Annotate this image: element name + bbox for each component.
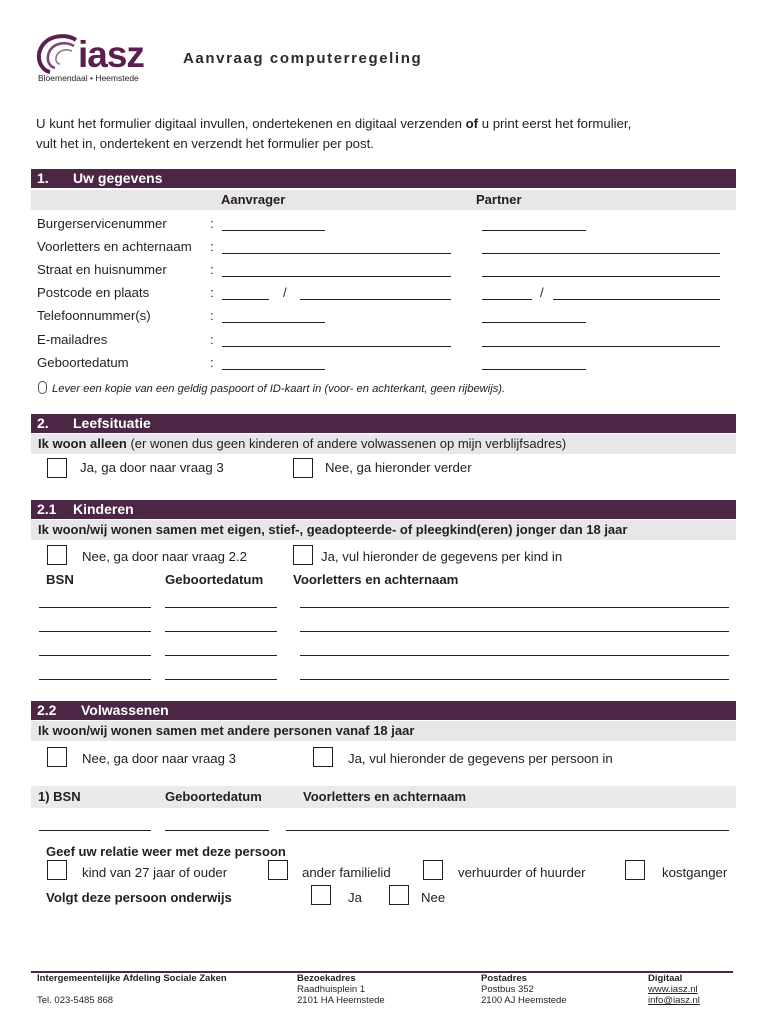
section-2-question	[31, 434, 736, 454]
field-colon: :	[210, 308, 214, 323]
checkbox-children-no[interactable]	[47, 545, 67, 565]
label-rel-lodger: kostganger	[662, 865, 728, 880]
col-name: Voorletters en achternaam	[303, 789, 467, 804]
field-label: E-mailadres	[37, 332, 108, 347]
partner-city-line[interactable]	[553, 299, 720, 300]
applicant-field-line[interactable]	[222, 230, 325, 231]
footer-visit-heading: Bezoekadres	[297, 973, 356, 984]
checkbox-alone-no[interactable]	[293, 458, 313, 478]
col-geboortedatum: Geboortedatum	[165, 789, 262, 804]
intro-part2: u print eerst het formulier,	[478, 116, 632, 131]
section-title: Uw gegevens	[73, 170, 163, 186]
checkbox-adults-yes[interactable]	[313, 747, 333, 767]
footer-post-line1: Postbus 352	[481, 984, 534, 995]
checkbox-children-yes[interactable]	[293, 545, 313, 565]
section-2-1-header	[31, 500, 736, 519]
section-title: Kinderen	[73, 501, 134, 517]
checkbox-adults-no[interactable]	[47, 747, 67, 767]
label-adults-yes: Ja, vul hieronder de gegevens per persoon in	[348, 751, 613, 766]
intro-text	[36, 114, 736, 154]
applicant-slash: /	[283, 285, 287, 300]
field-label: Burgerservicenummer	[37, 216, 167, 231]
footer-visit-line1: Raadhuisplein 1	[297, 984, 366, 995]
section-number: 2.1	[37, 501, 57, 517]
logo-subtitle: Bloemendaal • Heemstede	[38, 73, 139, 83]
intro-line2: vult het in, ondertekent en verzendt het formulier per post.	[36, 136, 374, 151]
child-bsn-line[interactable]	[39, 655, 151, 656]
section-2-1-question: Ik woon/wij wonen samen met eigen, stief-, geadopteerde- of pleegkind(eren) jonger dan 18 jaar	[31, 520, 736, 540]
label-children-no: Nee, ga door naar vraag 2.2	[82, 549, 247, 564]
section-number: 2.	[37, 415, 49, 431]
adult-name-line[interactable]	[286, 830, 729, 831]
applicant-field-line[interactable]	[222, 253, 451, 254]
checkbox-alone-yes[interactable]	[47, 458, 67, 478]
field-label: Voorletters en achternaam	[37, 239, 192, 254]
footer-visit-line2: 2101 HA Heemstede	[297, 995, 385, 1006]
id-note-text: Lever een kopie van een geldig paspoort of ID-kaart in (voor- en achterkant, geen rijbewijs).	[52, 383, 506, 395]
footer-org: Intergemeentelijke Afdeling Sociale Zaken	[37, 973, 227, 984]
partner-field-line[interactable]	[482, 253, 720, 254]
field-colon: :	[210, 216, 214, 231]
label-rel-family: ander familielid	[302, 865, 391, 880]
child-name-line[interactable]	[300, 607, 729, 608]
logo-wordmark: iasz	[78, 34, 144, 75]
label-edu-no: Nee	[421, 890, 446, 905]
field-label: Postcode en plaats	[37, 285, 150, 300]
col-name: Voorletters en achternaam	[293, 572, 459, 587]
applicant-field-line[interactable]	[222, 369, 325, 370]
partner-field-line[interactable]	[482, 276, 720, 277]
field-label: Geboortedatum	[37, 355, 129, 370]
footer-tel: Tel. 023-5485 868	[37, 995, 114, 1006]
checkbox-rel-family[interactable]	[268, 860, 288, 880]
label-children-yes: Ja, vul hieronder de gegevens per kind in	[321, 549, 563, 564]
checkbox-rel-lodger[interactable]	[625, 860, 645, 880]
child-bsn-line[interactable]	[39, 607, 151, 608]
label-alone-no: Nee, ga hieronder verder	[325, 460, 472, 475]
col-partner: Partner	[476, 192, 522, 207]
label-edu-yes: Ja	[348, 890, 362, 905]
relation-question: Geef uw relatie weer met deze persoon	[46, 844, 286, 859]
child-dob-line[interactable]	[165, 631, 277, 632]
checkbox-edu-no[interactable]	[389, 885, 409, 905]
partner-slash: /	[540, 285, 544, 300]
logo-swoosh-icon	[36, 34, 80, 74]
checkbox-rel-child[interactable]	[47, 860, 67, 880]
section-number: 1.	[37, 170, 49, 186]
question-rest: (er wonen dus geen kinderen of andere volwassenen op mijn verblijfsadres)	[126, 436, 567, 451]
field-colon: :	[210, 355, 214, 370]
label-rel-landlord: verhuurder of huurder	[458, 865, 586, 880]
child-bsn-line[interactable]	[39, 631, 151, 632]
field-label: Straat en huisnummer	[37, 262, 167, 277]
child-dob-line[interactable]	[165, 607, 277, 608]
child-name-line[interactable]	[300, 679, 729, 680]
partner-field-line[interactable]	[482, 230, 586, 231]
field-label: Telefoonnummer(s)	[37, 308, 151, 323]
iasz-logo	[36, 34, 166, 86]
partner-field-line[interactable]	[482, 369, 586, 370]
id-note	[38, 381, 505, 395]
label-adults-no: Nee, ga door naar vraag 3	[82, 751, 236, 766]
page-title: Aanvraag computerregeling	[183, 50, 423, 67]
footer-post-heading: Postadres	[481, 973, 527, 984]
section-2-2-header	[31, 701, 736, 720]
section-title: Volwassenen	[81, 702, 169, 718]
intro-part1: U kunt het formulier digitaal invullen, ondertekenen en digitaal verzenden	[36, 116, 466, 131]
applicant-city-line[interactable]	[300, 299, 451, 300]
applicant-postcode-line[interactable]	[222, 299, 269, 300]
education-question: Volgt deze persoon onderwijs	[46, 890, 232, 905]
partner-postcode-line[interactable]	[482, 299, 532, 300]
label-alone-yes: Ja, ga door naar vraag 3	[80, 460, 224, 475]
field-colon: :	[210, 262, 214, 277]
section-number: 2.2	[37, 702, 57, 718]
adult-bsn-line[interactable]	[39, 830, 151, 831]
section-2-2-question: Ik woon/wij wonen samen met andere personen vanaf 18 jaar	[31, 721, 736, 741]
footer-website-link[interactable]: www.iasz.nl	[648, 984, 698, 995]
col-bsn: BSN	[46, 572, 74, 587]
applicant-field-line[interactable]	[222, 346, 451, 347]
child-dob-line[interactable]	[165, 679, 277, 680]
checkbox-edu-yes[interactable]	[311, 885, 331, 905]
label-rel-child: kind van 27 jaar of ouder	[82, 865, 228, 880]
adults-column-headers	[31, 786, 736, 808]
footer-email-link[interactable]: info@iasz.nl	[648, 995, 700, 1006]
footer-digital-heading: Digitaal	[648, 973, 683, 984]
paperclip-icon	[38, 381, 47, 394]
child-dob-line[interactable]	[165, 655, 277, 656]
section-title: Leefsituatie	[73, 415, 151, 431]
col-aanvrager: Aanvrager	[221, 192, 286, 207]
intro-of: of	[465, 116, 479, 131]
partner-field-line[interactable]	[482, 322, 586, 323]
section-1-header	[31, 169, 736, 188]
adult-dob-line[interactable]	[165, 830, 269, 831]
partner-field-line[interactable]	[482, 346, 720, 347]
col-bsn: 1) BSN	[38, 789, 81, 804]
checkbox-rel-landlord[interactable]	[423, 860, 443, 880]
child-name-line[interactable]	[300, 631, 729, 632]
col-geboortedatum: Geboortedatum	[165, 572, 264, 587]
child-name-line[interactable]	[300, 655, 729, 656]
section-2-header	[31, 414, 736, 433]
field-colon: :	[210, 239, 214, 254]
question-bold: Ik woon alleen	[38, 436, 127, 451]
field-colon: :	[210, 285, 214, 300]
child-bsn-line[interactable]	[39, 679, 151, 680]
footer-post-line2: 2100 AJ Heemstede	[481, 995, 567, 1006]
applicant-field-line[interactable]	[222, 322, 325, 323]
applicant-field-line[interactable]	[222, 276, 451, 277]
field-colon: :	[210, 332, 214, 347]
section-1-column-headers	[31, 190, 736, 210]
